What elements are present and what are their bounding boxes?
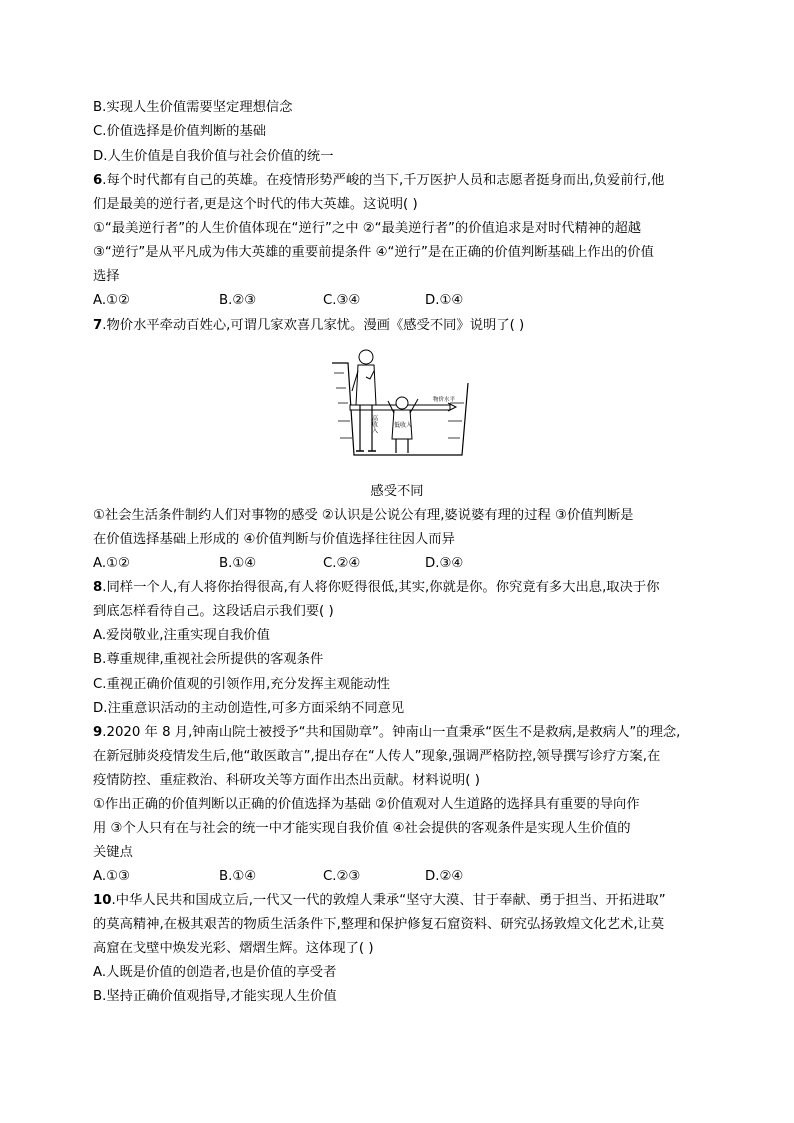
q7-number: 7 bbox=[93, 318, 103, 333]
q9-statement-line-3: 关键点 bbox=[93, 845, 133, 860]
q6-stem-line-2: 们是最美的逆行者,更是这个时代的伟大英雄。这说明( ) bbox=[93, 197, 418, 212]
q9-option-d[interactable]: D.②④ bbox=[425, 869, 464, 884]
prev-option-c: C.价值选择是价值判断的基础 bbox=[93, 124, 267, 139]
q7-statement-line-2: 在价值选择基础上形成的 ④价值判断与价值选择往往因人而异 bbox=[93, 532, 455, 547]
q7-option-c[interactable]: C.②④ bbox=[323, 556, 361, 571]
q10-stem-line-3: 高窟在戈壁中焕发光彩、熠熠生辉。这体现了( ) bbox=[93, 941, 374, 956]
q10-option-a[interactable]: A.人既是价值的创造者,也是价值的享受者 bbox=[93, 965, 337, 980]
q10-stem-line-2: 的莫高精神,在极其艰苦的物质生活条件下,整理和保护修复石窟资料、研究弘扬敦煌文化艺术,让莫 bbox=[93, 917, 665, 932]
q9-option-a[interactable]: A.①③ bbox=[93, 869, 130, 884]
q8-option-b[interactable]: B.尊重规律,重视社会所提供的客观条件 bbox=[93, 652, 324, 667]
q10-number: 10 bbox=[93, 893, 112, 908]
q10-text-1: .中华人民共和国成立后,一代又一代的敦煌人秉承“坚守大漠、甘于奉献、勇于担当、开拓进取” bbox=[111, 893, 666, 908]
q7-statement-line-1: ①社会生活条件制约人们对事物的感受 ②认识是公说公有理,婆说婆有理的过程 ③价值判断是 bbox=[93, 508, 634, 523]
q6-statement-line-2: ③“逆行”是从平凡成为伟大英雄的重要前提条件 ④“逆行”是在正确的价值判断基础上作出的价值 bbox=[93, 245, 654, 260]
label-price-level: 物价水平 bbox=[433, 397, 456, 403]
label-high-income: 高收入 bbox=[370, 415, 378, 433]
q9-option-c[interactable]: C.②③ bbox=[323, 869, 361, 884]
q9-option-b[interactable]: B.①④ bbox=[219, 869, 257, 884]
q6-option-d[interactable]: D.①④ bbox=[425, 293, 464, 308]
label-low-income: 低收入 bbox=[394, 422, 413, 429]
q7-stem-line-1 bbox=[93, 316, 524, 336]
q9-stem-line-1 bbox=[93, 723, 680, 743]
q9-stem-line-3: 疫情防控、重症救治、科研攻关等方面作出杰出贡献。材料说明( ) bbox=[93, 773, 480, 788]
q7-option-d[interactable]: D.③④ bbox=[425, 556, 464, 571]
cartoon-illustration bbox=[330, 343, 470, 463]
q8-option-d[interactable]: D.注重意识活动的主动创造性,可多方面采纳不同意见 bbox=[93, 701, 405, 716]
q6-option-b[interactable]: B.②③ bbox=[219, 293, 257, 308]
q9-number: 9 bbox=[93, 725, 103, 740]
cartoon-caption: 感受不同 bbox=[370, 484, 424, 499]
q8-number: 8 bbox=[93, 580, 103, 595]
q9-statement-line-2: 用 ③个人只有在与社会的统一中才能实现自我价值 ④社会提供的客观条件是实现人生价值的 bbox=[93, 821, 631, 836]
q6-number: 6 bbox=[93, 173, 103, 188]
q8-option-c[interactable]: C.重视正确价值观的引领作用,充分发挥主观能动性 bbox=[93, 677, 390, 692]
q7-option-a[interactable]: A.①② bbox=[93, 556, 130, 571]
q6-option-a[interactable]: A.①② bbox=[93, 293, 130, 308]
q9-statement-line-1: ①作出正确的价值判断以正确的价值选择为基础 ②价值观对人生道路的选择具有重要的导向作 bbox=[93, 797, 640, 812]
q7-text-1: .物价水平牵动百姓心,可谓几家欢喜几家忧。漫画《感受不同》说明了( ) bbox=[102, 318, 525, 333]
q6-statement-line-3: 选择 bbox=[93, 269, 120, 284]
prev-option-d: D.人生价值是自我价值与社会价值的统一 bbox=[93, 149, 334, 164]
q6-option-c[interactable]: C.③④ bbox=[323, 293, 361, 308]
q10-option-b[interactable]: B.坚持正确价值观指导,才能实现人生价值 bbox=[93, 989, 337, 1004]
q8-text-1: .同样一个人,有人将你抬得很高,有人将你贬得很低,其实,你就是你。你究竟有多大出息,取决于你 bbox=[102, 580, 660, 595]
q6-text-1: .每个时代都有自己的英雄。在疫情形势严峻的当下,千万医护人员和志愿者挺身而出,负爱前行,他 bbox=[102, 173, 665, 188]
q7-option-b[interactable]: B.①④ bbox=[219, 556, 257, 571]
q6-stem-line-1 bbox=[93, 171, 664, 191]
q8-stem-line-1 bbox=[93, 578, 660, 598]
q8-option-a[interactable]: A.爱岗敬业,注重实现自我价值 bbox=[93, 628, 270, 643]
q9-stem-line-2: 在新冠肺炎疫情发生后,他“敢医敢言”,提出存在“人传人”现象,强调严格防控,领导撰写诊疗方案,在 bbox=[93, 749, 661, 764]
q6-statement-line-1: ①“最美逆行者”的人生价值体现在“逆行”之中 ②“最美逆行者”的价值追求是对时代精神的超越 bbox=[93, 221, 642, 236]
q10-stem-line-1 bbox=[93, 891, 666, 911]
prev-option-b: B.实现人生价值需要坚定理想信念 bbox=[93, 100, 293, 115]
q9-text-1: .2020 年 8 月,钟南山院士被授予“共和国勋章”。钟南山一直秉承“医生不是救病,是救病人”的理念, bbox=[102, 725, 681, 740]
q8-stem-line-2: 到底怎样看待自己。这段话启示我们要( ) bbox=[93, 604, 334, 619]
